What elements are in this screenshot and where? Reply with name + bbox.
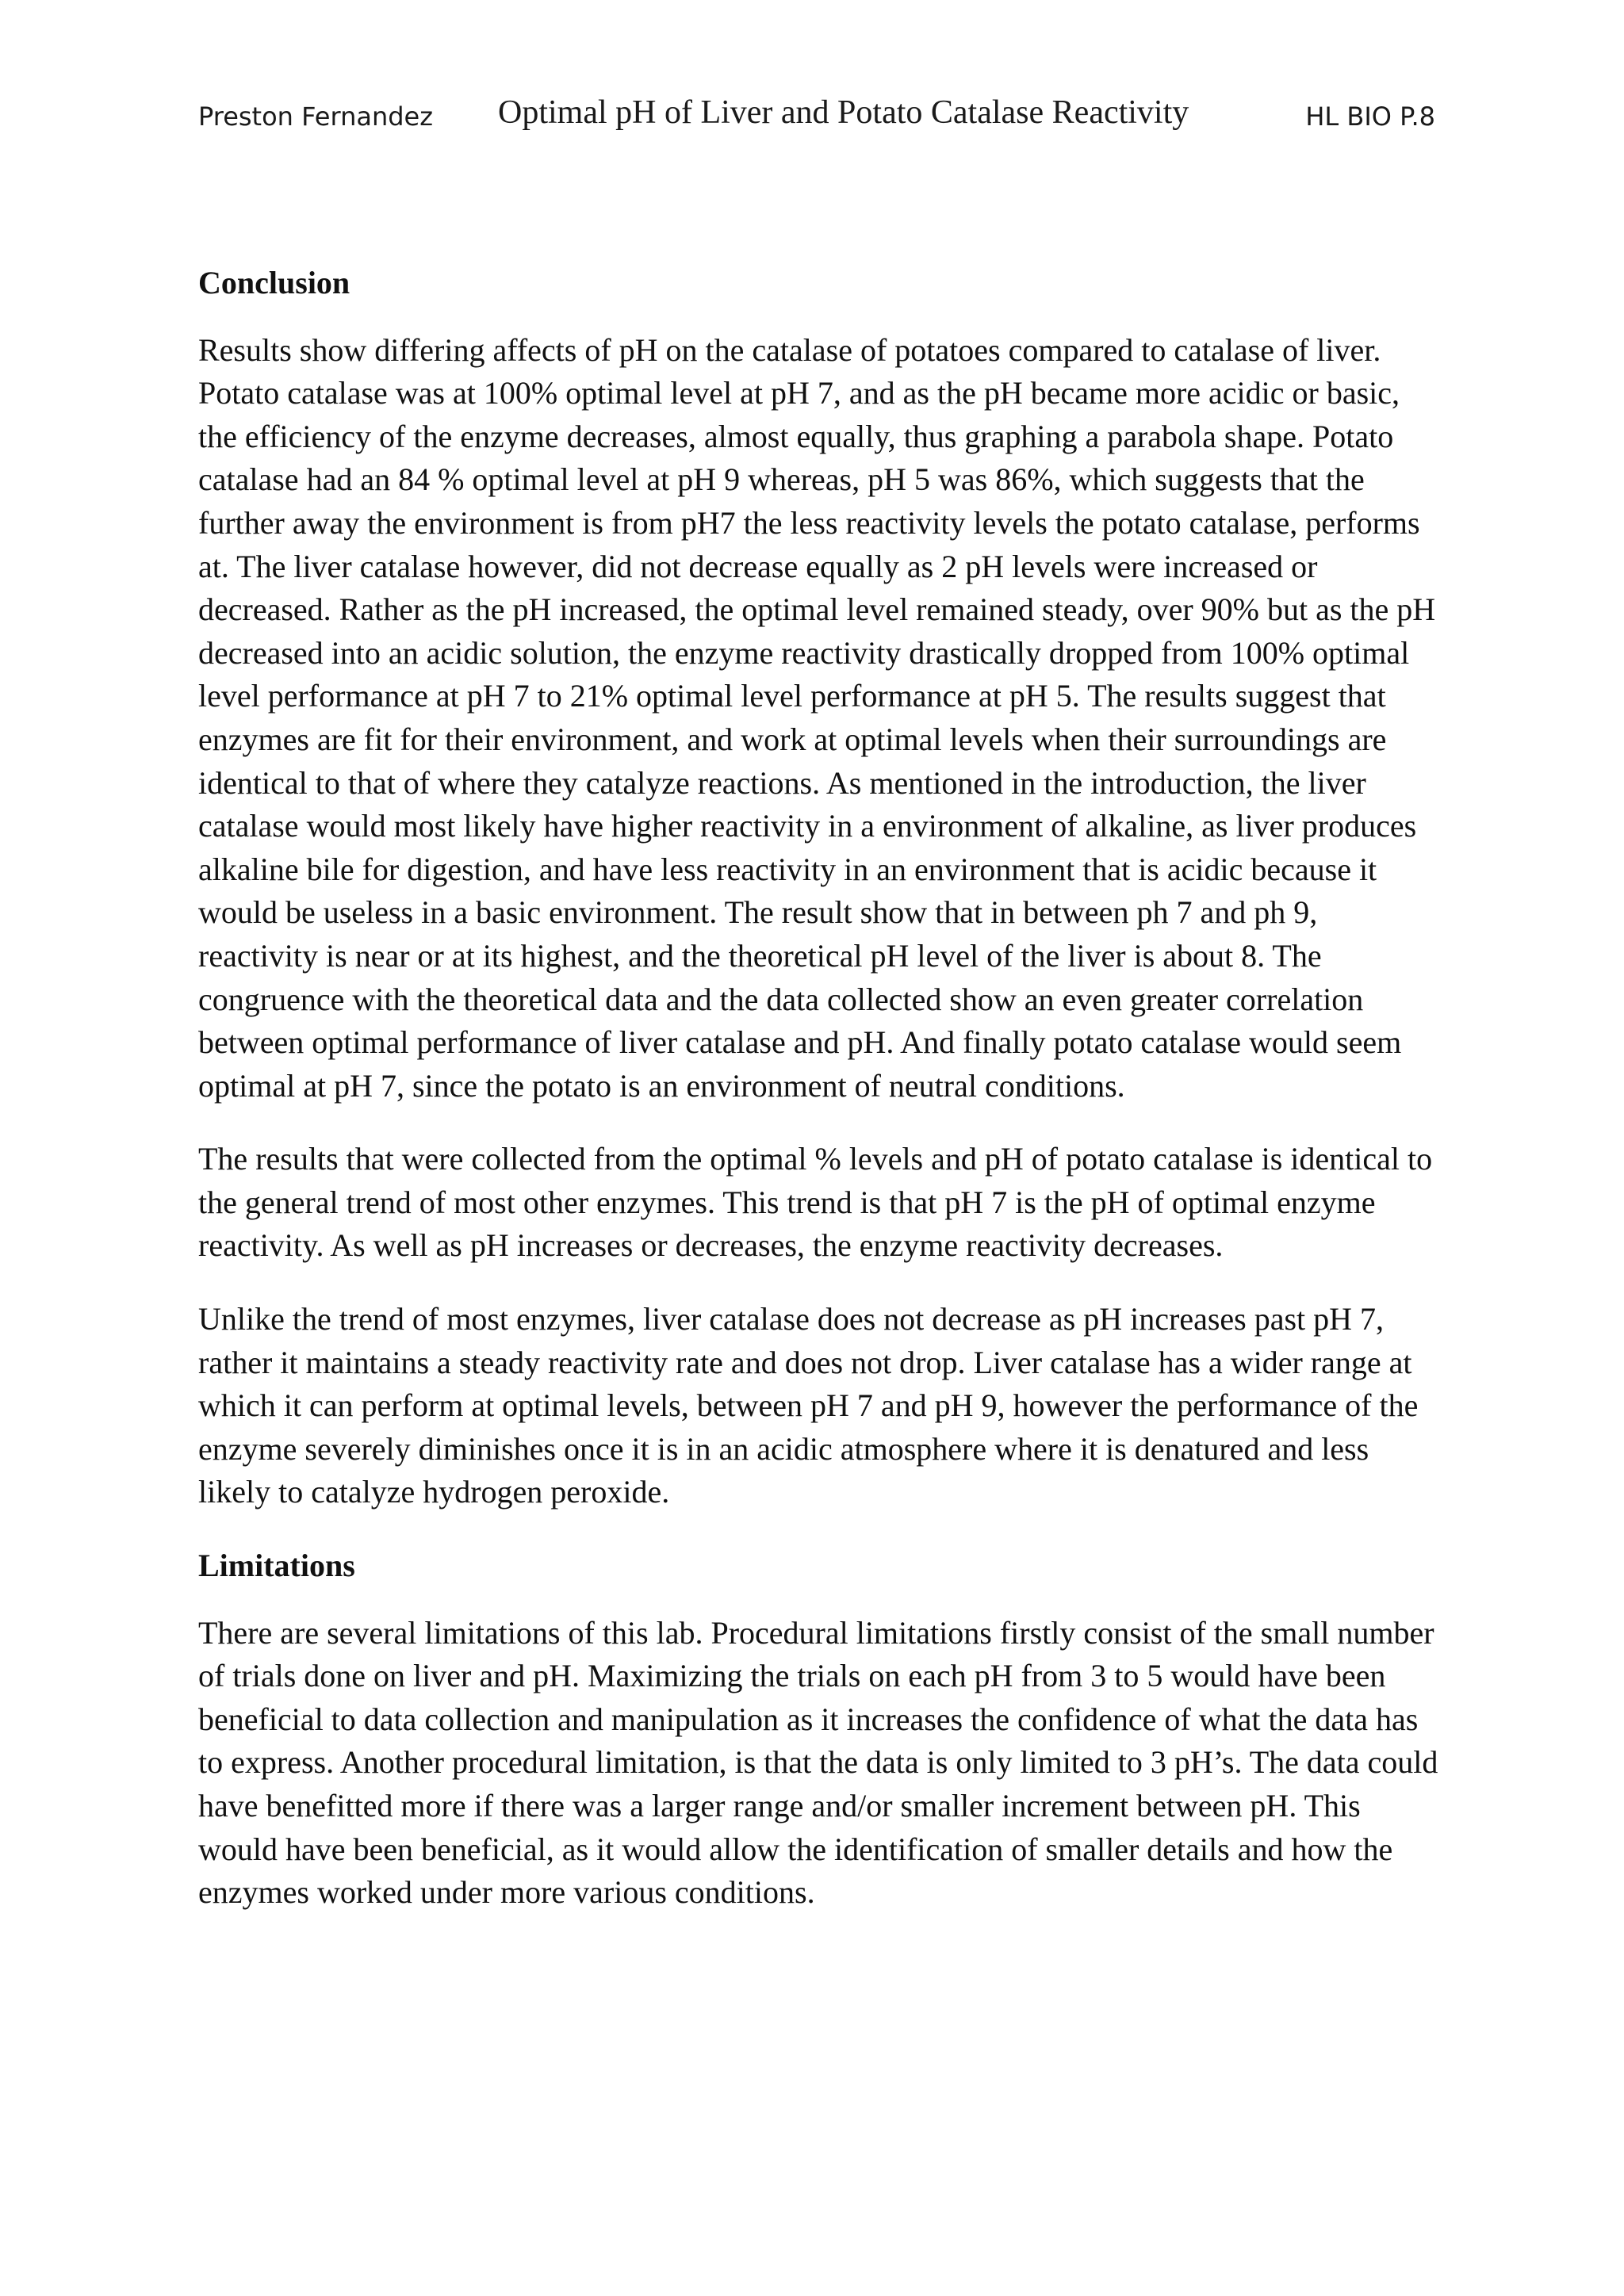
conclusion-heading: Conclusion <box>198 265 350 300</box>
page-header <box>198 94 1435 141</box>
conclusion-paragraph-1: Results show differing affects of pH on the catalase of potatoes compared to catalase of liver. Potato catalase was at 100% optimal level at pH 7, and as the pH became more acidic or basic, the efficiency of the enzyme decreases, almost equally, thus graphing a parabola shape. Potato catalase had an 84 % optimal level at pH 9 whereas, pH 5 was 86%, which suggests that the further away the environment is from pH7 the less reactivity levels the potato catalase, performs at. The liver catalase however, did not decrease equally as 2 pH levels were increased or decreased. Rather as the pH increased, the optimal level remained steady, over 90% but as the pH decreased into an acidic solution, the enzyme reactivity drastically dropped from 100% optimal level performance at pH 7 to 21% optimal level performance at pH 5. The results suggest that enzymes are fit for their environment, and work at optimal levels when their surroundings are identical to that of where they catalyze reactions. As mentioned in the introduction, the liver catalase would most likely have higher reactivity in a environment of alkaline, as liver produces alkaline bile for digestion, and have less reactivity in an environment that is acidic because it would be useless in a basic environment. The result show that in between ph 7 and ph 9, reactivity is near or at its highest, and the theoretical pH level of the liver is about 8. The congruence with the theoretical data and the data collected show an even greater correlation between optimal performance of liver catalase and pH. And finally potato catalase would seem optimal at pH 7, since the potato is an environment of neutral conditions. <box>198 331 1436 1104</box>
conclusion-paragraph-3: Unlike the trend of most enzymes, liver catalase does not decrease as pH increases past pH 7, rather it maintains a steady reactivity rate and does not drop. Liver catalase has a wider range at which it can perform at optimal levels, between pH 7 and pH 9, however the performance of the enzyme severely diminishes once it is in an acidic atmosphere where it is denatured and less likely to catalyze hydrogen peroxide. <box>198 1301 1419 1510</box>
header-title: Optimal pH of Liver and Potato Catalase Reactivity <box>498 94 1189 131</box>
header-class-page: HL BIO P.8 <box>1305 101 1435 132</box>
limitations-section <box>198 1544 1439 1915</box>
conclusion-section <box>198 262 1439 1514</box>
document-body <box>198 262 1439 1945</box>
conclusion-paragraph-2: The results that were collected from the optimal % levels and pH of potato catalase is identical to the general trend of most other enzymes. This trend is that pH 7 is the pH of optimal enzyme reactivity. As well as pH increases or decreases, the enzyme reactivity decreases. <box>198 1141 1433 1264</box>
limitations-heading: Limitations <box>198 1548 355 1584</box>
header-author: Preston Fernandez <box>198 101 434 132</box>
limitations-paragraph-1: There are several limitations of this lab. Procedural limitations firstly consist of the small number of trials done on liver and pH. Maximizing the trials on each pH from 3 to 5 would have been beneficial to data collection and manipulation as it increases the confidence of what the data has to express. Another procedural limitation, is that the data is only limited to 3 pH’s. The data could have benefitted more if there was a larger range and/or smaller increment between pH. This would have been beneficial, as it would allow the identification of smaller details and how the enzymes worked under more various conditions. <box>198 1614 1438 1911</box>
